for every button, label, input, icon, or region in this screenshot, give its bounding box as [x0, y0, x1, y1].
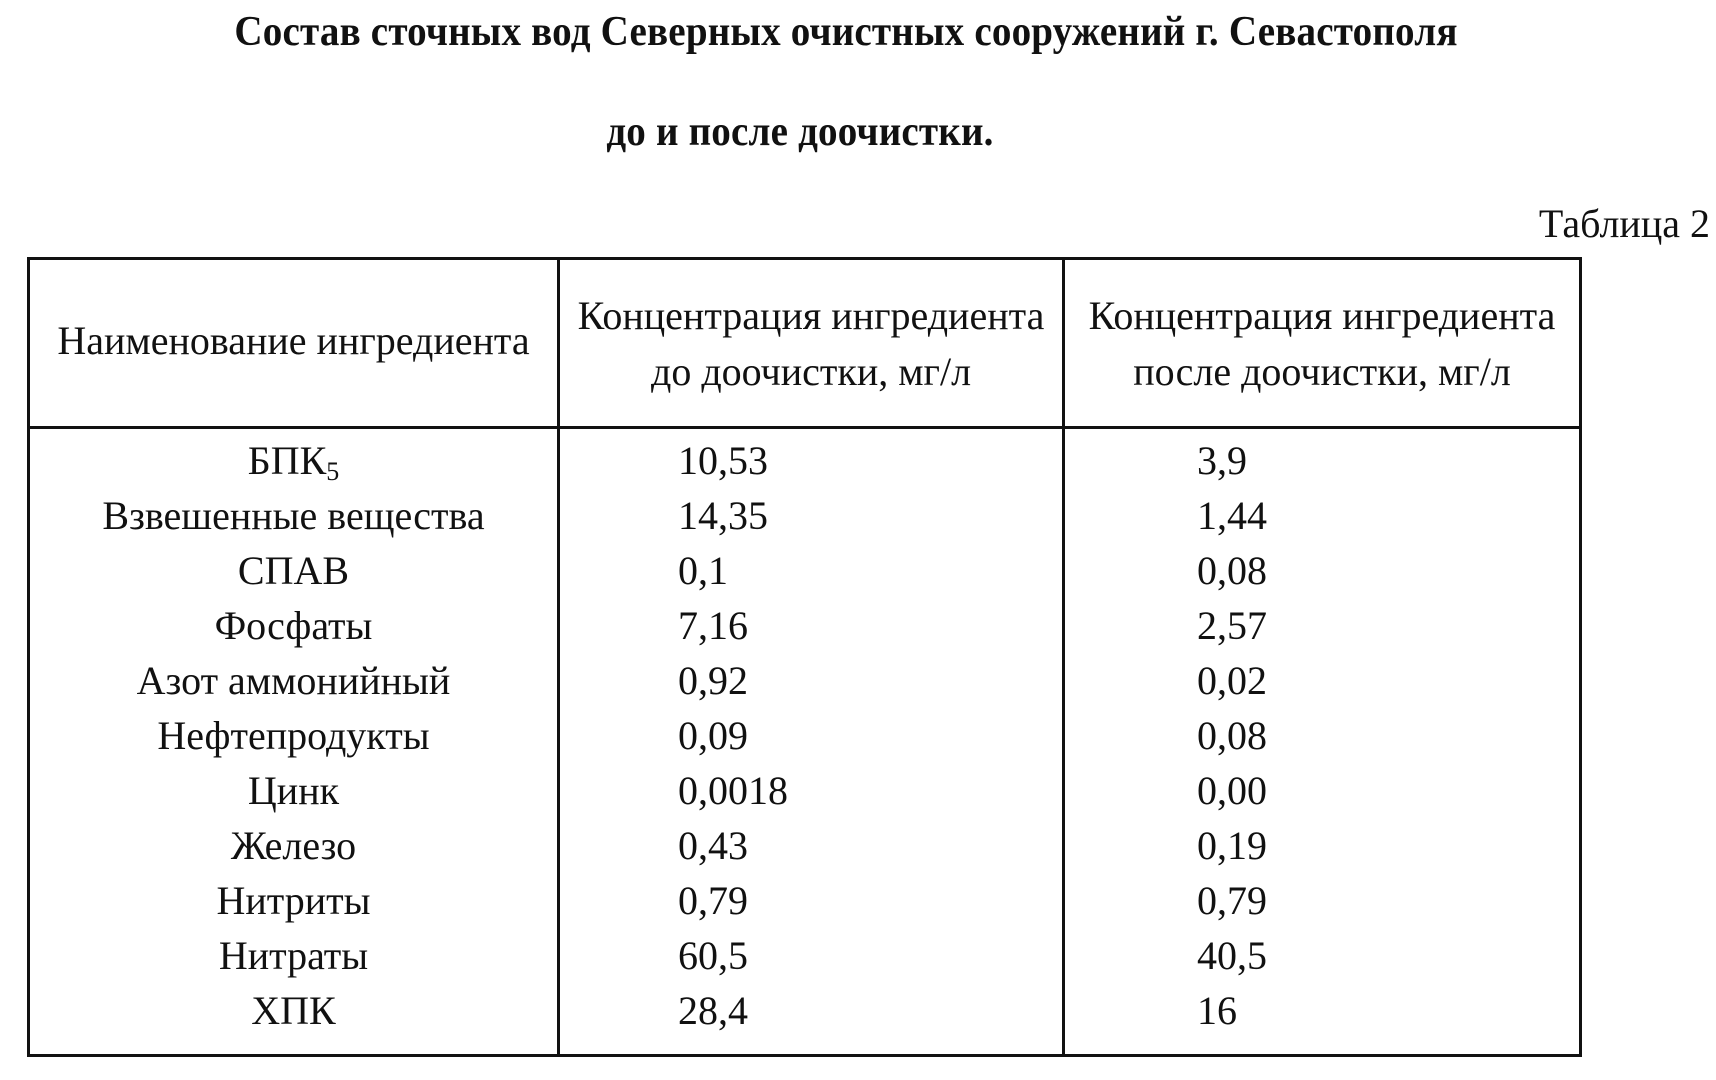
table-bottom-spacer: [29, 1038, 1581, 1056]
concentration-before-cell: 7,16: [559, 598, 1064, 653]
ingredient-name-cell: [29, 708, 559, 763]
table-body: [29, 428, 1581, 1056]
ingredient-name: Азот аммонийный: [136, 658, 451, 703]
concentration-after-cell: 0,00: [1064, 763, 1581, 818]
column-header-name: Наименование ингредиента: [29, 259, 559, 428]
concentration-before-cell: 28,4: [559, 983, 1064, 1038]
concentration-after-cell: 0,08: [1064, 543, 1581, 598]
table-row: [29, 488, 1581, 543]
column-header-after: Концентрация ингредиента после доочистки, мг/л: [1064, 259, 1581, 428]
ingredient-name-cell: [29, 488, 559, 543]
concentration-before-cell: 60,5: [559, 928, 1064, 983]
ingredient-name-cell: [29, 873, 559, 928]
concentration-before-cell: 0,0018: [559, 763, 1064, 818]
concentration-after-cell: 2,57: [1064, 598, 1581, 653]
concentration-after-cell: 0,08: [1064, 708, 1581, 763]
concentration-before-cell: 14,35: [559, 488, 1064, 543]
ingredient-name: Фосфаты: [214, 603, 373, 648]
ingredient-name-cell: [29, 598, 559, 653]
table-row: [29, 428, 1581, 489]
concentration-before-cell: 0,1: [559, 543, 1064, 598]
concentration-after-cell: 0,02: [1064, 653, 1581, 708]
concentration-before-cell: 0,43: [559, 818, 1064, 873]
document-title: Состав сточных вод Северных очистных сооружений г. Севастополя: [234, 9, 1458, 55]
concentration-before-cell: 0,92: [559, 653, 1064, 708]
table-row: [29, 763, 1581, 818]
concentration-before-cell: 10,53: [559, 428, 1064, 489]
ingredient-name: ХПК: [251, 988, 336, 1033]
ingredient-name: Нитриты: [216, 878, 371, 923]
concentration-before-cell: 0,79: [559, 873, 1064, 928]
ingredient-name-cell: [29, 543, 559, 598]
concentration-before-cell: 0,09: [559, 708, 1064, 763]
ingredient-name-cell: [29, 818, 559, 873]
table-row: [29, 818, 1581, 873]
document-subtitle: до и после доочистки.: [606, 109, 994, 155]
concentration-after-cell: 0,79: [1064, 873, 1581, 928]
table-row: [29, 653, 1581, 708]
table-row: [29, 873, 1581, 928]
table-row: [29, 708, 1581, 763]
concentration-after-cell: 40,5: [1064, 928, 1581, 983]
ingredient-name-cell: [29, 928, 559, 983]
ingredient-name: Взвешенные вещества: [102, 493, 485, 538]
ingredient-name: Цинк: [247, 768, 340, 813]
ingredient-name-cell: [29, 983, 559, 1038]
ingredient-name: СПАВ: [237, 548, 350, 593]
table-row: [29, 983, 1581, 1038]
ingredient-name-cell: [29, 653, 559, 708]
ingredient-name: Нефтепродукты: [157, 713, 430, 758]
column-header-before: Концентрация ингредиента до доочистки, мг/л: [559, 259, 1064, 428]
table-row: [29, 543, 1581, 598]
ingredient-name: Железо: [230, 823, 357, 868]
table-row: [29, 598, 1581, 653]
concentration-after-cell: 3,9: [1064, 428, 1581, 489]
spacer-cell: [559, 1038, 1064, 1056]
spacer-cell: [1064, 1038, 1581, 1056]
composition-table-container: [27, 257, 1579, 1049]
table-row: [29, 928, 1581, 983]
ingredient-name: Нитраты: [218, 933, 369, 978]
spacer-cell: [29, 1038, 559, 1056]
ingredient-name-cell: [29, 763, 559, 818]
table-label: Таблица 2: [1538, 201, 1710, 246]
table-header-row: [29, 259, 1581, 428]
ingredient-name-subscript: 5: [326, 457, 340, 486]
ingredient-name-cell: [29, 428, 559, 489]
concentration-after-cell: 1,44: [1064, 488, 1581, 543]
concentration-after-cell: 0,19: [1064, 818, 1581, 873]
ingredient-name: БПК: [247, 438, 327, 483]
concentration-after-cell: 16: [1064, 983, 1581, 1038]
composition-table: [27, 257, 1582, 1057]
